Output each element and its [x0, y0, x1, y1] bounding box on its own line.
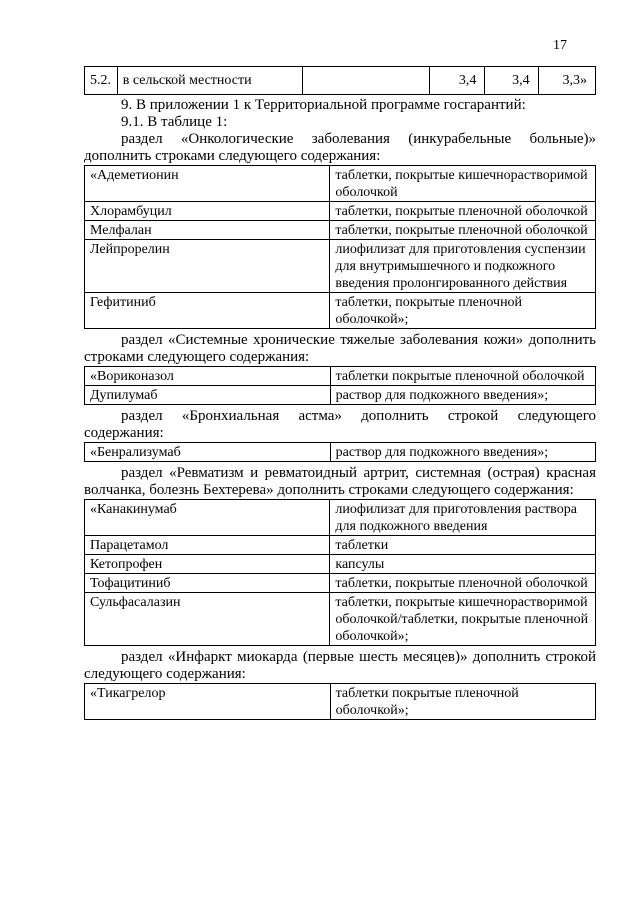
- drug-name-cell: Сульфасалазин: [85, 593, 330, 646]
- section-intro: раздел «Ревматизм и ревматоидный артрит, системная (острая) красная волчанка, болезнь Бехтерева» дополнить строками следующего содержания:: [84, 465, 596, 498]
- drug-name-cell: Лейпрорелин: [85, 240, 330, 293]
- row-value-2: 3,4: [485, 67, 538, 95]
- table-row: [85, 500, 596, 536]
- table-row: [85, 593, 596, 646]
- drug-name-cell: «Адеметионин: [85, 166, 330, 202]
- table-row: [85, 386, 596, 405]
- drug-form-cell: капсулы: [330, 555, 596, 574]
- row-empty-cell: [303, 67, 430, 95]
- table-row: [85, 166, 596, 202]
- drug-name-cell: Тофацитиниб: [85, 574, 330, 593]
- drug-form-cell: таблетки, покрытые пленочной оболочкой: [330, 574, 596, 593]
- section-intro: раздел «Онкологические заболевания (инкурабельные больные)» дополнить строками следующего содержания:: [84, 131, 596, 164]
- drug-table-oncology: [84, 165, 596, 329]
- drug-table-rheumatism: [84, 499, 596, 646]
- drug-table-asthma: [84, 442, 596, 462]
- drug-table-myocardial: [84, 683, 596, 720]
- drug-form-cell: лиофилизат для приготовления суспензии для внутримышечного и подкожного введения пролонгированного действия: [330, 240, 596, 293]
- row-value-3: 3,3»: [538, 67, 595, 95]
- drug-name-cell: Кетопрофен: [85, 555, 330, 574]
- drug-name-cell: «Тикагрелор: [85, 684, 331, 720]
- row-value-1: 3,4: [430, 67, 485, 95]
- drug-name-cell: «Канакинумаб: [85, 500, 330, 536]
- drug-form-cell: таблетки покрытые пленочной оболочкой»;: [330, 684, 595, 720]
- drug-form-cell: таблетки, покрытые кишечнорастворимой оболочкой: [330, 166, 596, 202]
- page-number: 17: [553, 38, 567, 53]
- drug-form-cell: таблетки покрытые пленочной оболочкой: [330, 367, 595, 386]
- section-intro: раздел «Инфаркт миокарда (первые шесть месяцев)» дополнить строкой следующего содержания:: [84, 649, 596, 682]
- section-intro: раздел «Бронхиальная астма» дополнить строкой следующего содержания:: [84, 408, 596, 441]
- table-row: [85, 684, 596, 720]
- table-row: [85, 293, 596, 329]
- drug-name-cell: Парацетамол: [85, 536, 330, 555]
- paragraph-9-1: 9.1. В таблице 1:: [121, 114, 228, 130]
- drug-form-cell: лиофилизат для приготовления раствора для подкожного введения: [330, 500, 596, 536]
- table-row: [85, 67, 596, 95]
- drug-form-cell: раствор для подкожного введения»;: [330, 386, 595, 405]
- drug-name-cell: Дупилумаб: [85, 386, 331, 405]
- drug-name-cell: «Бенрализумаб: [85, 443, 331, 462]
- table-row: [85, 367, 596, 386]
- paragraph-9: 9. В приложении 1 к Территориальной программе госгарантий:: [121, 97, 526, 113]
- drug-form-cell: таблетки, покрытые кишечнорастворимой оболочкой/таблетки, покрытые пленочной оболочкой»;: [330, 593, 596, 646]
- table-row: [85, 221, 596, 240]
- table-row: [85, 574, 596, 593]
- top-row-table: [84, 66, 596, 95]
- table-row: [85, 240, 596, 293]
- table-row: [85, 443, 596, 462]
- table-row: [85, 202, 596, 221]
- drug-table-skin: [84, 366, 596, 405]
- drug-name-cell: Хлорамбуцил: [85, 202, 330, 221]
- drug-form-cell: таблетки, покрытые пленочной оболочкой: [330, 221, 596, 240]
- table-row: [85, 555, 596, 574]
- drug-form-cell: таблетки, покрытые пленочной оболочкой: [330, 202, 596, 221]
- drug-name-cell: Гефитиниб: [85, 293, 330, 329]
- row-number: 5.2.: [85, 67, 118, 95]
- drug-form-cell: раствор для подкожного введения»;: [330, 443, 595, 462]
- row-label: в сельской местности: [117, 67, 302, 95]
- section-intro: раздел «Системные хронические тяжелые заболевания кожи» дополнить строками следующего содержания:: [84, 332, 596, 365]
- drug-form-cell: таблетки: [330, 536, 596, 555]
- drug-name-cell: «Вориконазол: [85, 367, 331, 386]
- table-row: [85, 536, 596, 555]
- document-body: [84, 66, 596, 720]
- drug-form-cell: таблетки, покрытые пленочной оболочкой»;: [330, 293, 596, 329]
- drug-name-cell: Мелфалан: [85, 221, 330, 240]
